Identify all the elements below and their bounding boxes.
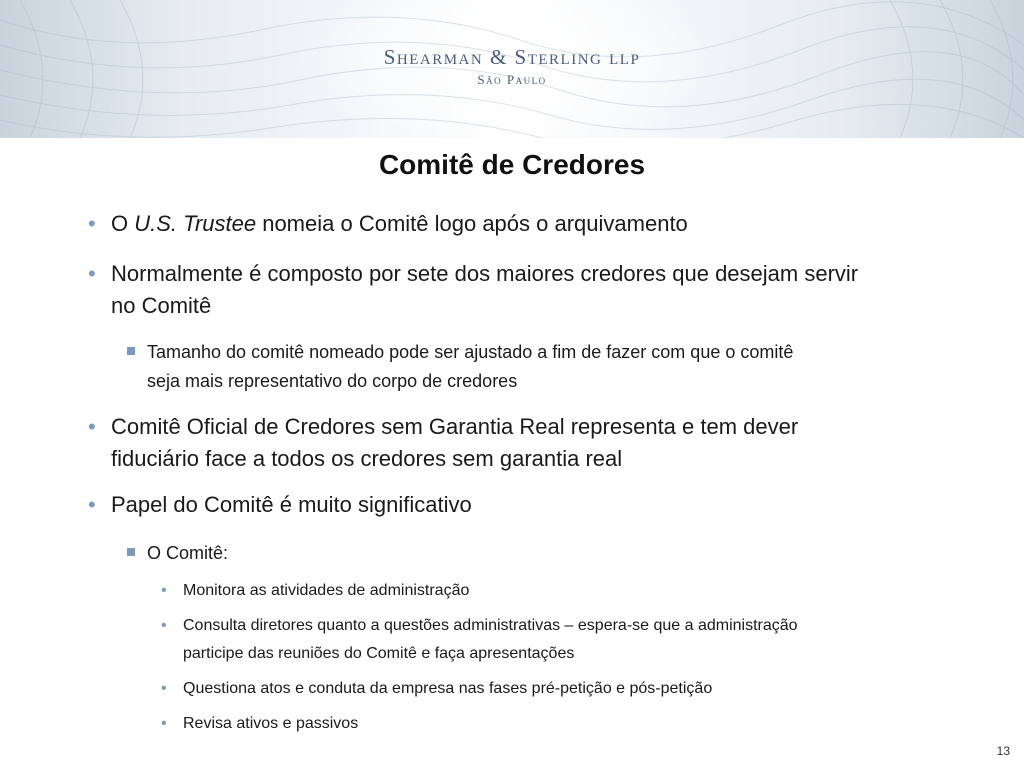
firm-name: Shearman & Sterling llp [383, 45, 641, 69]
bullet-text [183, 612, 798, 668]
bullet-text: Questiona atos e conduta da empresa nas fases pré-petição e pós-petição [183, 680, 713, 697]
bullet-text-suffix: nomeia o Comitê logo após o arquivamento [256, 211, 688, 236]
bullet-text-line1: Normalmente é composto por sete dos maiores credores que desejam servir [111, 261, 859, 286]
header-banner [0, 0, 1024, 138]
bullet-text: Papel do Comitê é muito significativo [111, 492, 472, 517]
bullet-dot: • [88, 492, 96, 517]
bullet-dot: • [88, 211, 96, 236]
firm-logo [0, 44, 1024, 88]
bullet-text-line1: Comitê Oficial de Credores sem Garantia Real representa e tem dever [111, 414, 799, 439]
bullet-dot: • [161, 617, 167, 634]
bullet-dot: • [161, 715, 167, 732]
bullet-text-line2: no Comitê [111, 293, 212, 318]
bullet-text-line2: seja mais representativo do corpo de credores [147, 371, 518, 391]
bullet-text: Monitora as atividades de administração [183, 582, 470, 599]
bullet-text [111, 208, 688, 240]
bullet-text [111, 411, 798, 475]
bullet-dot: • [88, 414, 96, 439]
bullet-text-prefix: O [111, 211, 135, 236]
bullet-text-line1: Consulta diretores quanto a questões administrativas – espera-se que a administração [183, 617, 798, 634]
bullet-text-line2: fiduciário face a todos os credores sem garantia real [111, 446, 623, 471]
bullet-dot: • [161, 582, 167, 599]
firm-city: São Paulo [477, 72, 547, 87]
bullet-dot: • [161, 680, 167, 697]
slide-title: Comitê de Credores [378, 149, 646, 180]
bullet-text: Revisa ativos e passivos [183, 715, 359, 732]
bullet-text: O Comitê: [147, 543, 229, 563]
bullet-dot: • [88, 261, 96, 286]
square-bullet-icon [127, 347, 135, 355]
square-bullet-icon [127, 548, 135, 556]
page-number: 13 [996, 744, 1010, 758]
bullet-text-line2: participe das reuniões do Comitê e faça apresentações [183, 645, 575, 662]
bullet-text [111, 258, 858, 322]
bullet-text [147, 338, 793, 396]
bullet-text-line1: Tamanho do comitê nomeado pode ser ajustado a fim de fazer com que o comitê [147, 342, 794, 362]
bullet-text-italic: U.S. Trustee [134, 211, 257, 236]
